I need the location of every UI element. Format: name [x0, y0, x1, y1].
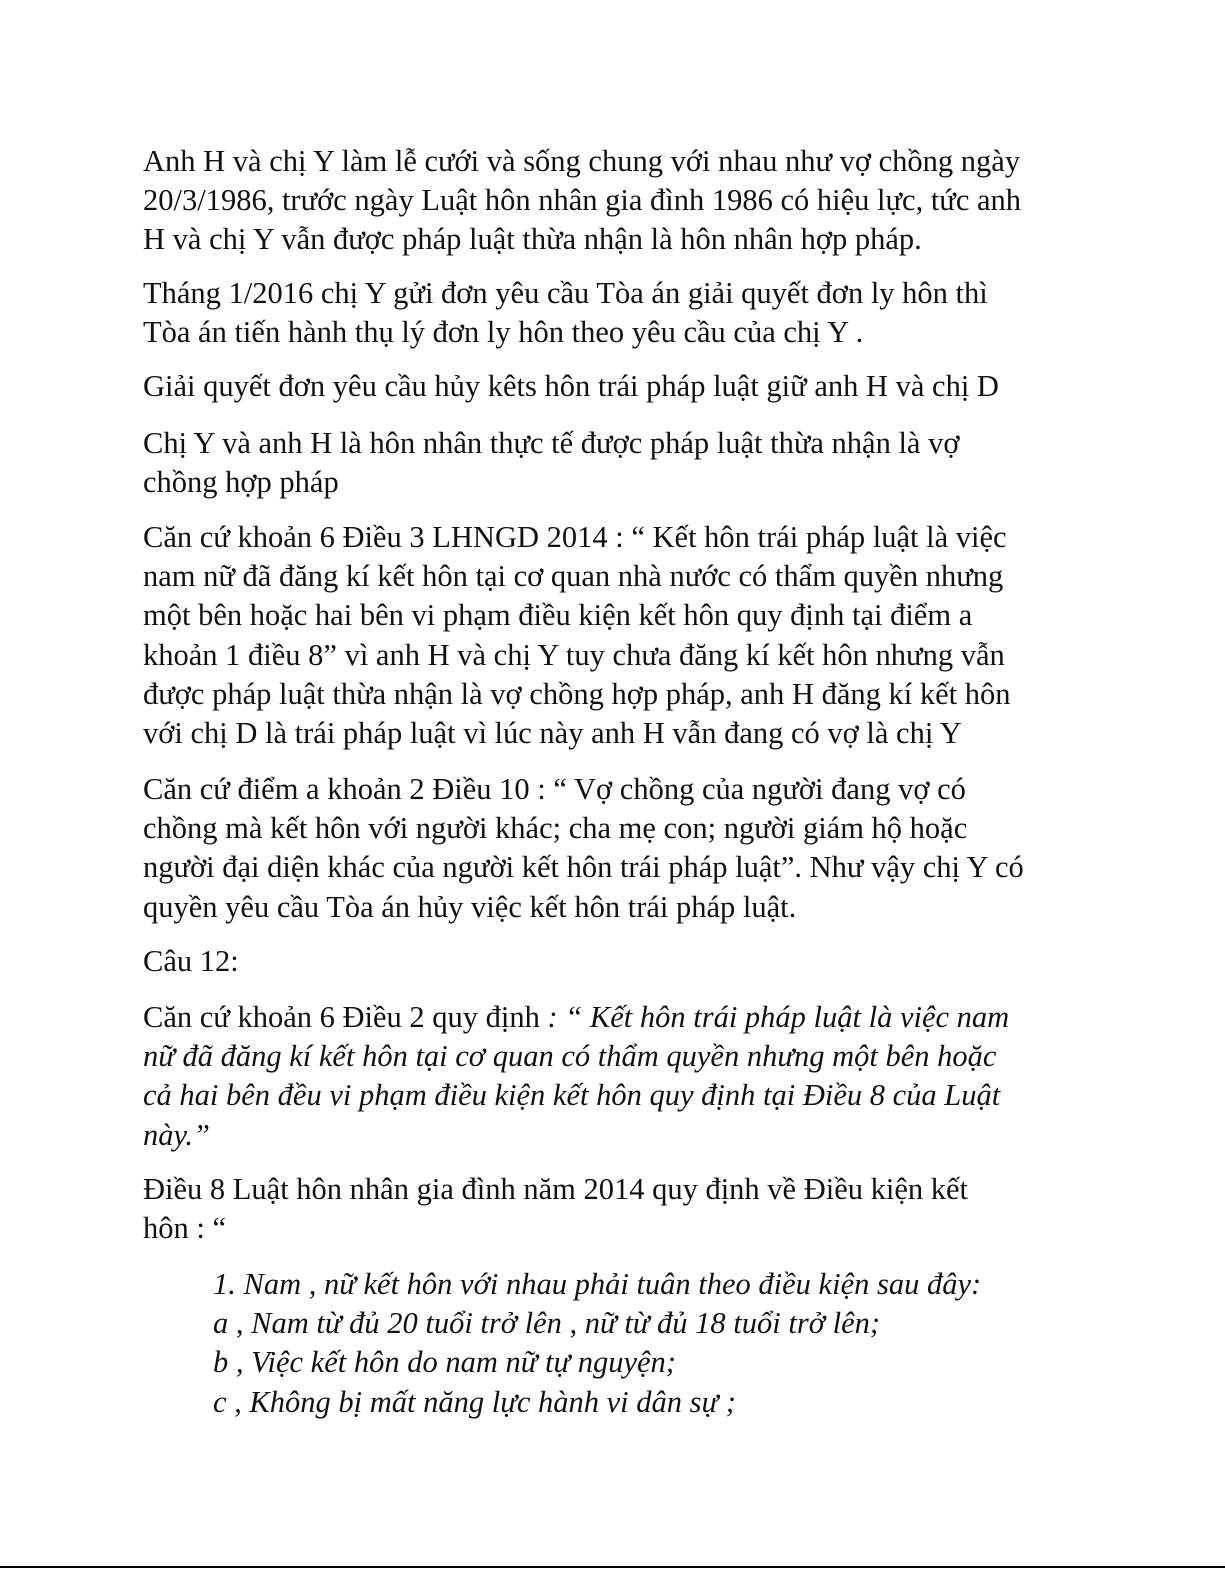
- list-item: c , Không bị mất năng lực hành vi dân sự ;: [213, 1384, 736, 1419]
- text-line: Giải quyết đơn yêu cầu hủy kêts hôn trái pháp luật giữ anh H và chị D: [143, 369, 999, 403]
- paragraph-divorce-request: [143, 274, 1083, 352]
- list-item: b , Việc kết hôn do nam nữ tự nguyện;: [213, 1345, 676, 1380]
- text-line: hôn : “: [143, 1211, 227, 1246]
- page-bottom-border: [0, 1566, 1225, 1568]
- text-line: Tòa án tiến hành thụ lý đơn ly hôn theo yêu cầu của chị Y .: [143, 315, 864, 350]
- paragraph-legal-basis-article-3: [143, 518, 1083, 753]
- text-line: chồng hợp pháp: [143, 465, 339, 500]
- quoted-text-run: : “ Kết hôn trái pháp luật là việc nam: [539, 1000, 1010, 1034]
- text-line: chồng mà kết hôn với người khác; cha mẹ con; người giám hộ hoặc: [143, 811, 968, 846]
- text-line: Căn cứ khoản 6 Điều 3 LHNGD 2014 : “ Kết hôn trái pháp luật là việc: [143, 520, 1007, 554]
- paragraph-article-8-intro: [143, 1170, 1083, 1248]
- text-line: Chị Y và anh H là hôn nhân thực tế được pháp luật thừa nhận là vợ: [143, 426, 960, 460]
- text-line: người đại diện khác của người kết hôn trái pháp luật”. Như vậy chị Y có: [143, 850, 1024, 885]
- article-8-conditions-list: [213, 1265, 1093, 1422]
- text-line: khoản 1 điều 8” vì anh H và chị Y tuy chưa đăng kí kết hôn nhưng vẫn: [143, 637, 1005, 672]
- text-line: 20/3/1986, trước ngày Luật hôn nhân gia đình 1986 có hiệu lực, tức anh: [143, 183, 1022, 218]
- text-run: Căn cứ khoản 6 Điều 2 quy định: [143, 1000, 540, 1034]
- text-line: Căn cứ điểm a khoản 2 Điều 10 : “ Vợ chồng của người đang vợ có: [143, 772, 966, 806]
- text-line: Điều 8 Luật hôn nhân gia đình năm 2014 quy định về Điều kiện kết: [143, 1172, 969, 1206]
- text-line: Tháng 1/2016 chị Y gửi đơn yêu cầu Tòa án giải quyết đơn ly hôn thì: [143, 276, 988, 310]
- list-item: a , Nam từ đủ 20 tuổi trở lên , nữ từ đủ 18 tuổi trở lên;: [213, 1306, 881, 1341]
- text-line: Câu 12:: [143, 944, 239, 978]
- text-line: được pháp luật thừa nhận là vợ chồng hợp pháp, anh H đăng kí kết hôn: [143, 676, 1011, 711]
- text-line: nam nữ đã đăng kí kết hôn tại cơ quan nhà nước có thẩm quyền nhưng: [143, 559, 1004, 594]
- text-line: H và chị Y vẫn được pháp luật thừa nhận là hôn nhân hợp pháp.: [143, 222, 922, 257]
- paragraph-annulment-request: [143, 367, 1083, 406]
- paragraph-marriage-facts: [143, 142, 1083, 260]
- text-line: [143, 998, 1083, 1037]
- quoted-text-line: cả hai bên đều vi phạm điều kiện kết hôn quy định tại Điều 8 của Luật: [143, 1078, 1001, 1113]
- text-line: Anh H và chị Y làm lễ cưới và sống chung với nhau như vợ chồng ngày: [143, 144, 1021, 178]
- text-line: quyền yêu cầu Tòa án hủy việc kết hôn trái pháp luật.: [143, 889, 797, 924]
- paragraph-legal-basis-article-10: [143, 770, 1083, 927]
- paragraph-de-facto-marriage: [143, 424, 1083, 502]
- quoted-text-line: này.”: [143, 1117, 210, 1152]
- quoted-text-line: nữ đã đăng kí kết hôn tại cơ quan có thẩm quyền nhưng một bên hoặc: [143, 1039, 997, 1074]
- text-line: một bên hoặc hai bên vi phạm điều kiện kết hôn quy định tại điểm a: [143, 598, 973, 633]
- list-item: 1. Nam , nữ kết hôn với nhau phải tuân theo điều kiện sau đây:: [213, 1267, 982, 1301]
- paragraph-legal-basis-article-2: [143, 998, 1083, 1155]
- text-line: với chị D là trái pháp luật vì lúc này anh H vẫn đang có vợ là chị Y: [143, 716, 962, 751]
- question-heading: [143, 942, 1083, 981]
